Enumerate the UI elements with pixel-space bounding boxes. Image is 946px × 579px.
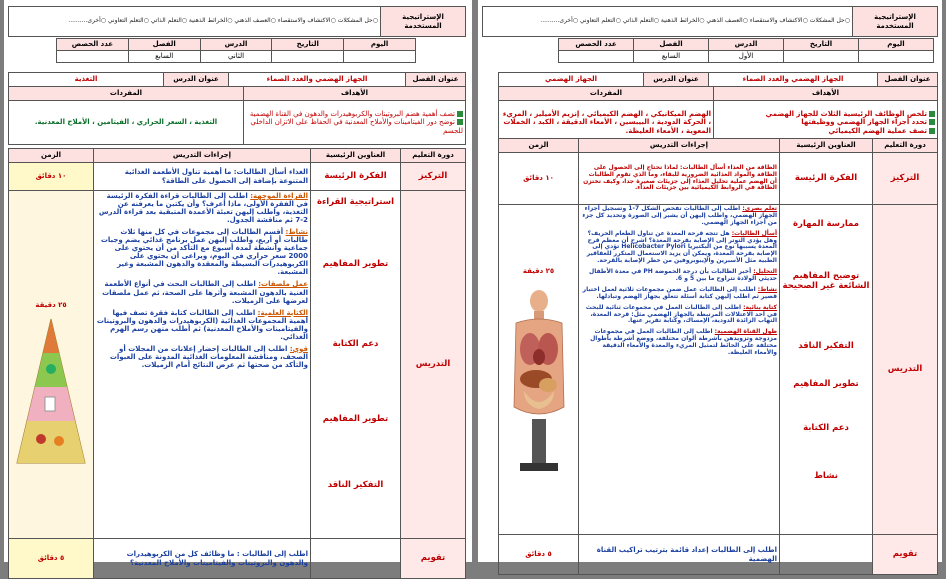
goal-item: تصف أهمية هضم البروتينات والكربوهيدرات والدهون في القناة الهضمية [246,110,463,118]
strategy-table [482,6,938,37]
teach-procedures [94,191,311,539]
unit-title-value: الجهاز الهضمي والغدد الصماء [709,73,878,87]
teach-time: ٢٥ دقيقة [35,301,67,309]
lesson-title-label: عنوان الدرس [164,73,229,87]
focus-time: ١٠ دقائق [9,163,94,191]
lesson-title-label: عنوان الدرس [644,73,709,87]
strategies-label: الإستراتيجية المستخدمة [853,7,938,37]
meta-value-date [272,51,344,63]
goal-item: تلخص الوظائف الرئيسية الثلاث للجهاز الهضمي [716,110,935,118]
lesson-title-value: الجهاز الهضمي [499,73,644,87]
teach-title: دعم الكتابة [803,423,849,433]
meta-value-sessions [559,51,634,63]
col-procedures: إجراءات التدريس [579,139,780,153]
teach-label: التدريس [401,191,466,539]
procedure-block: كتابة بنائية: اطلب إلى الطالبات العمل في مجموعات ثنائية للبحث في أحد الاعتلالات المرتبطة بالجهاز الهضمي مثل: قرحة المعدة، التهاب الزائدة الدودية، الإمساك، وكتابة تقرير عنها. [585,303,777,325]
col-time: الزمن [499,139,579,153]
procedure-block: أسأل الطالبات: هل تتجه قرحة المعدة عن تناول الطعام الحريف؟ وهل يؤدي التوتر إلى الإصابة بقرحة المعدة؟ اشرح أن معظم قرح المعدة يسببها نوع من البكتيريا Helicobacter Pylori تؤدي إلى الإصابة بقرحة المعدة، ويمكن أن يزيد الاستعمال المتكرر للعقاقير الطبية مثل الأسبرين والإيبوبروفين من خطر الإصابة بالقرحة. [586,229,777,265]
meta-header-lesson: الدرس [200,39,272,51]
meta-value-class: السابع [128,51,200,63]
teach-titles [780,205,873,535]
lesson-title-value: التغذية [9,73,164,87]
teach-title: ممارسة المهارة [792,219,860,229]
strategies-options: ○حل المشكلات ○الاكتشاف والاستقصاء ○العصف الذهني ○الخرائط الذهنية ○التعلم الذاتي ○التعلم التعاوني ○أخرى.......... [9,7,381,37]
meta-table [558,38,934,63]
col-procedures: إجراءات التدريس [94,149,311,163]
meta-header-sessions: عدد الحصص [559,39,634,51]
meta-header-sessions: عدد الحصص [57,39,129,51]
teach-time: ٢٥ دقيقة [522,267,555,275]
eval-text: اطلب إلى الطالبات إعداد قائمة بترتيب تراكيب القناة الهضمية [579,535,780,575]
meta-value-sessions [57,51,129,63]
meta-header-day: اليوم [344,39,416,51]
meta-table [56,38,416,63]
col-time: الزمن [9,149,94,163]
col-cycle: دورة التعليم [873,139,938,153]
strategy-table [8,6,466,37]
focus-label: التركيز [401,163,466,191]
lesson-plan-page-nutrition [4,0,472,567]
teach-title: التفكير الناقد [798,341,854,351]
teach-time-cell [499,205,579,535]
human-torso-model-icon [506,287,572,487]
procedure-block: نشاط: اطلب إلى الطالبات عمل ضمن مجموعات ثلاثية لعمل اختبار قصير ثم اطلب إليهن كتابة أسئلة تتعلق بجهاز الهضم وتبادلها. [582,285,777,300]
meta-value-class: السابع [634,51,709,63]
main-idea-text: الغذاء أسأل الطالبات: ما أهمية تناول الأطعمة الغذائية المتنوعة بإضافة إلى الحصول على الطاقة؟ [94,163,311,191]
goals-list [244,101,466,145]
main-idea-title: الفكرة الرئيسة [311,163,401,191]
procedure-block: قوي: اطلب إلى الطالبات إحضار إعلانات من المجلات أو الصحف، ومناقشة المعلومات الغذائية المدونة على العبوات والتأكد من صحتها ثم عرض النتائج أمام الزميلات. [109,344,308,369]
vocab-text: الهضم الميكانيكي ، الهضم الكيميائي ، إنزيم الأميليز ، المريء ، الحركة الدودية ، البيبسين ، الأمعاء الدقيقة ، الكبد ، الخملات المعوية ، الأمعاء الغليظة. [499,101,714,145]
teach-title: نشاط [814,471,838,481]
main-idea-text: الطاقة من الغذاء أسأل الطالبات: لماذا تحتاج إلى الحصول على الطاقة والمواد الغذائية الضرورية للبقاء، وما الذي تقوم الطالبات أن الهضم عملية تحليل الغذاء إلى جزيئات صغيرة جدا، وكيف تختزن الطاقة في الروابط الكيميائية بين جزيئات الغذاء. [579,153,780,205]
meta-value-day [344,51,416,63]
goal-item: توضح دور الفيتامينات والأملاح المعدنية في الحفاظ على الاتزان الداخلي للجسم [250,118,463,135]
teach-title: تطوير المفاهيم [793,379,859,389]
meta-header-class: الفصل [634,39,709,51]
goal-item: تصف عملية الهضم الكيميائي [716,127,935,135]
title-table [498,72,938,87]
teach-title: استراتيجية القراءة [316,197,395,207]
unit-title-value: الجهاز الهضمي والغدد الصماء [229,73,406,87]
lesson-plan-page-digestive [478,0,942,562]
procedure-block: تعلم بصري: اطلب إلى الطالبات تفحص الشكل 7-1 وتسجيل أجزاء الجهاز الهضمي، واطلب إليهن أن يشير إلى الصورة وتحديد كل جزء من أجزاء الجهاز الهضمي. [582,205,777,226]
procedure-block: عمل ملصقات: اطلب إلى الطالبات البحث في أنواع الأطعمة الغنية بالدهون المشبعة وأثرها على الصحة، ثم عمل ملصقات لعرضها على الزميلات. [102,280,308,305]
goals-table [8,86,466,145]
col-cycle: دورة التعليم [401,149,466,163]
eval-label: تقويم [873,535,938,575]
vocab-text: التغذية ، السعر الحراري ، الفيتامين ، الأملاح المعدنية. [9,101,244,145]
procedure-block: طول القناة الهضمية: اطلب إلى الطالبات العمل في مجموعات مزدوجة وتزويدهن بأشرطة ألوان مختلفة، ووضع أشرطة بأطوال مختلفة على الحائط لتمثيل المريء والمعدة والأمعاء الدقيقة والأمعاء الغليظة. [590,328,777,357]
meta-header-class: الفصل [128,39,200,51]
eval-label: تقويم [401,539,466,579]
teach-title: تطوير المفاهيم [322,414,389,424]
strategies-options: ○حل المشكلات ○الاكتشاف والاستقصاء ○العصف الذهني ○الخرائط الذهنية ○التعلم الذاتي ○التعلم التعاوني ○أخرى.......... [483,7,853,37]
teach-title: تطوير المفاهيم [322,259,389,269]
col-titles: العناوين الرئيسية [311,149,401,163]
meta-value-day [859,51,934,63]
goals-table [498,86,938,145]
focus-label: التركيز [873,153,938,205]
unit-title-label: عنوان الفصل [878,73,938,87]
food-pyramid-icon [15,317,87,467]
meta-header-lesson: الدرس [709,39,784,51]
procedures-table [498,138,938,575]
procedure-block: التحليل: أخبر الطالبات بأن درجة الحموضة PH في معدة الأطفال حديثي الولادة تتراوح ما بين 5 و 6. [589,268,777,283]
teach-time-cell [9,191,94,539]
teach-procedures [579,205,780,535]
eval-time: ٥ دقائق [499,535,579,575]
procedures-table [8,148,466,579]
teach-titles [311,191,401,539]
col-titles: العناوين الرئيسية [780,139,873,153]
teach-title: دعم الكتابة [332,339,379,349]
meta-value-date [784,51,859,63]
meta-header-date: التاريخ [784,39,859,51]
goal-item: تحدد أجزاء الجهاز الهضمي ووظيفتها [716,118,935,126]
eval-text: اطلب إلى الطالبات : ما وظائف كل من الكربوهيدرات والدهون والبروتينات والفيتامينات والأملاح المعدنية؟ [94,539,311,579]
unit-title-label: عنوان الفصل [406,73,466,87]
procedure-block: نشاط: أقسم الطالبات إلى مجموعات في كل منها ثلاث طالبات أو أربع، واطلب إليهن عمل برنامج غذائي يضم وجبات جماعية وأنشطة لمدة أسبوع مع التأكد من أن يحتوي على 2000 سعر حراري في اليوم، ويراعى أن يحتوي على الكربوهيدرات البسيطة والمعقدة والدهون المشبعة وغير المشبعة. [100,228,308,277]
vocab-label: المفردات [9,87,244,101]
focus-time: ١٠ دقائق [499,153,579,205]
strategies-label: الإستراتيجية المستخدمة [381,7,466,37]
meta-header-date: التاريخ [272,39,344,51]
goals-label: الأهداف [714,87,938,101]
procedure-block: القراءة الموجهة: اطلب إلى الطالبات قراءة الفكرة الرئيسة في الفقرة الأولى، ماذا أعرف؟ وأن يكتبن ما يعرفنه عن التغذية، واطلب إليهن تعبئة الأعمدة المتبقية بعد قراءة الدرس 2-7 ثم مناقشة الجدول. [98,192,308,225]
goals-label: الأهداف [244,87,466,101]
procedure-block: الكتابة العلمية: اطلب إلى الطالبات كتابة فقرة تصف فيها أهمية المجموعات الغذائية (الكربوهيدرات والدهون والبروتينات والفيتامينات والأملاح المعدنية) ثم أطلب منهن رسم الهرم الغذائي. [96,308,308,341]
eval-time: ٥ دقائق [9,539,94,579]
meta-value-lesson: الثاني [200,51,272,63]
teach-title: التفكير الناقد [327,480,384,490]
main-idea-title: الفكرة الرئيسة [780,153,873,205]
vocab-label: المفردات [499,87,714,101]
meta-value-lesson: الأول [709,51,784,63]
teach-title: توضيح المفاهيم الشائعة غير الصحيحة [782,271,870,291]
title-table [8,72,466,87]
meta-header-day: اليوم [859,39,934,51]
teach-label: التدريس [873,205,938,535]
